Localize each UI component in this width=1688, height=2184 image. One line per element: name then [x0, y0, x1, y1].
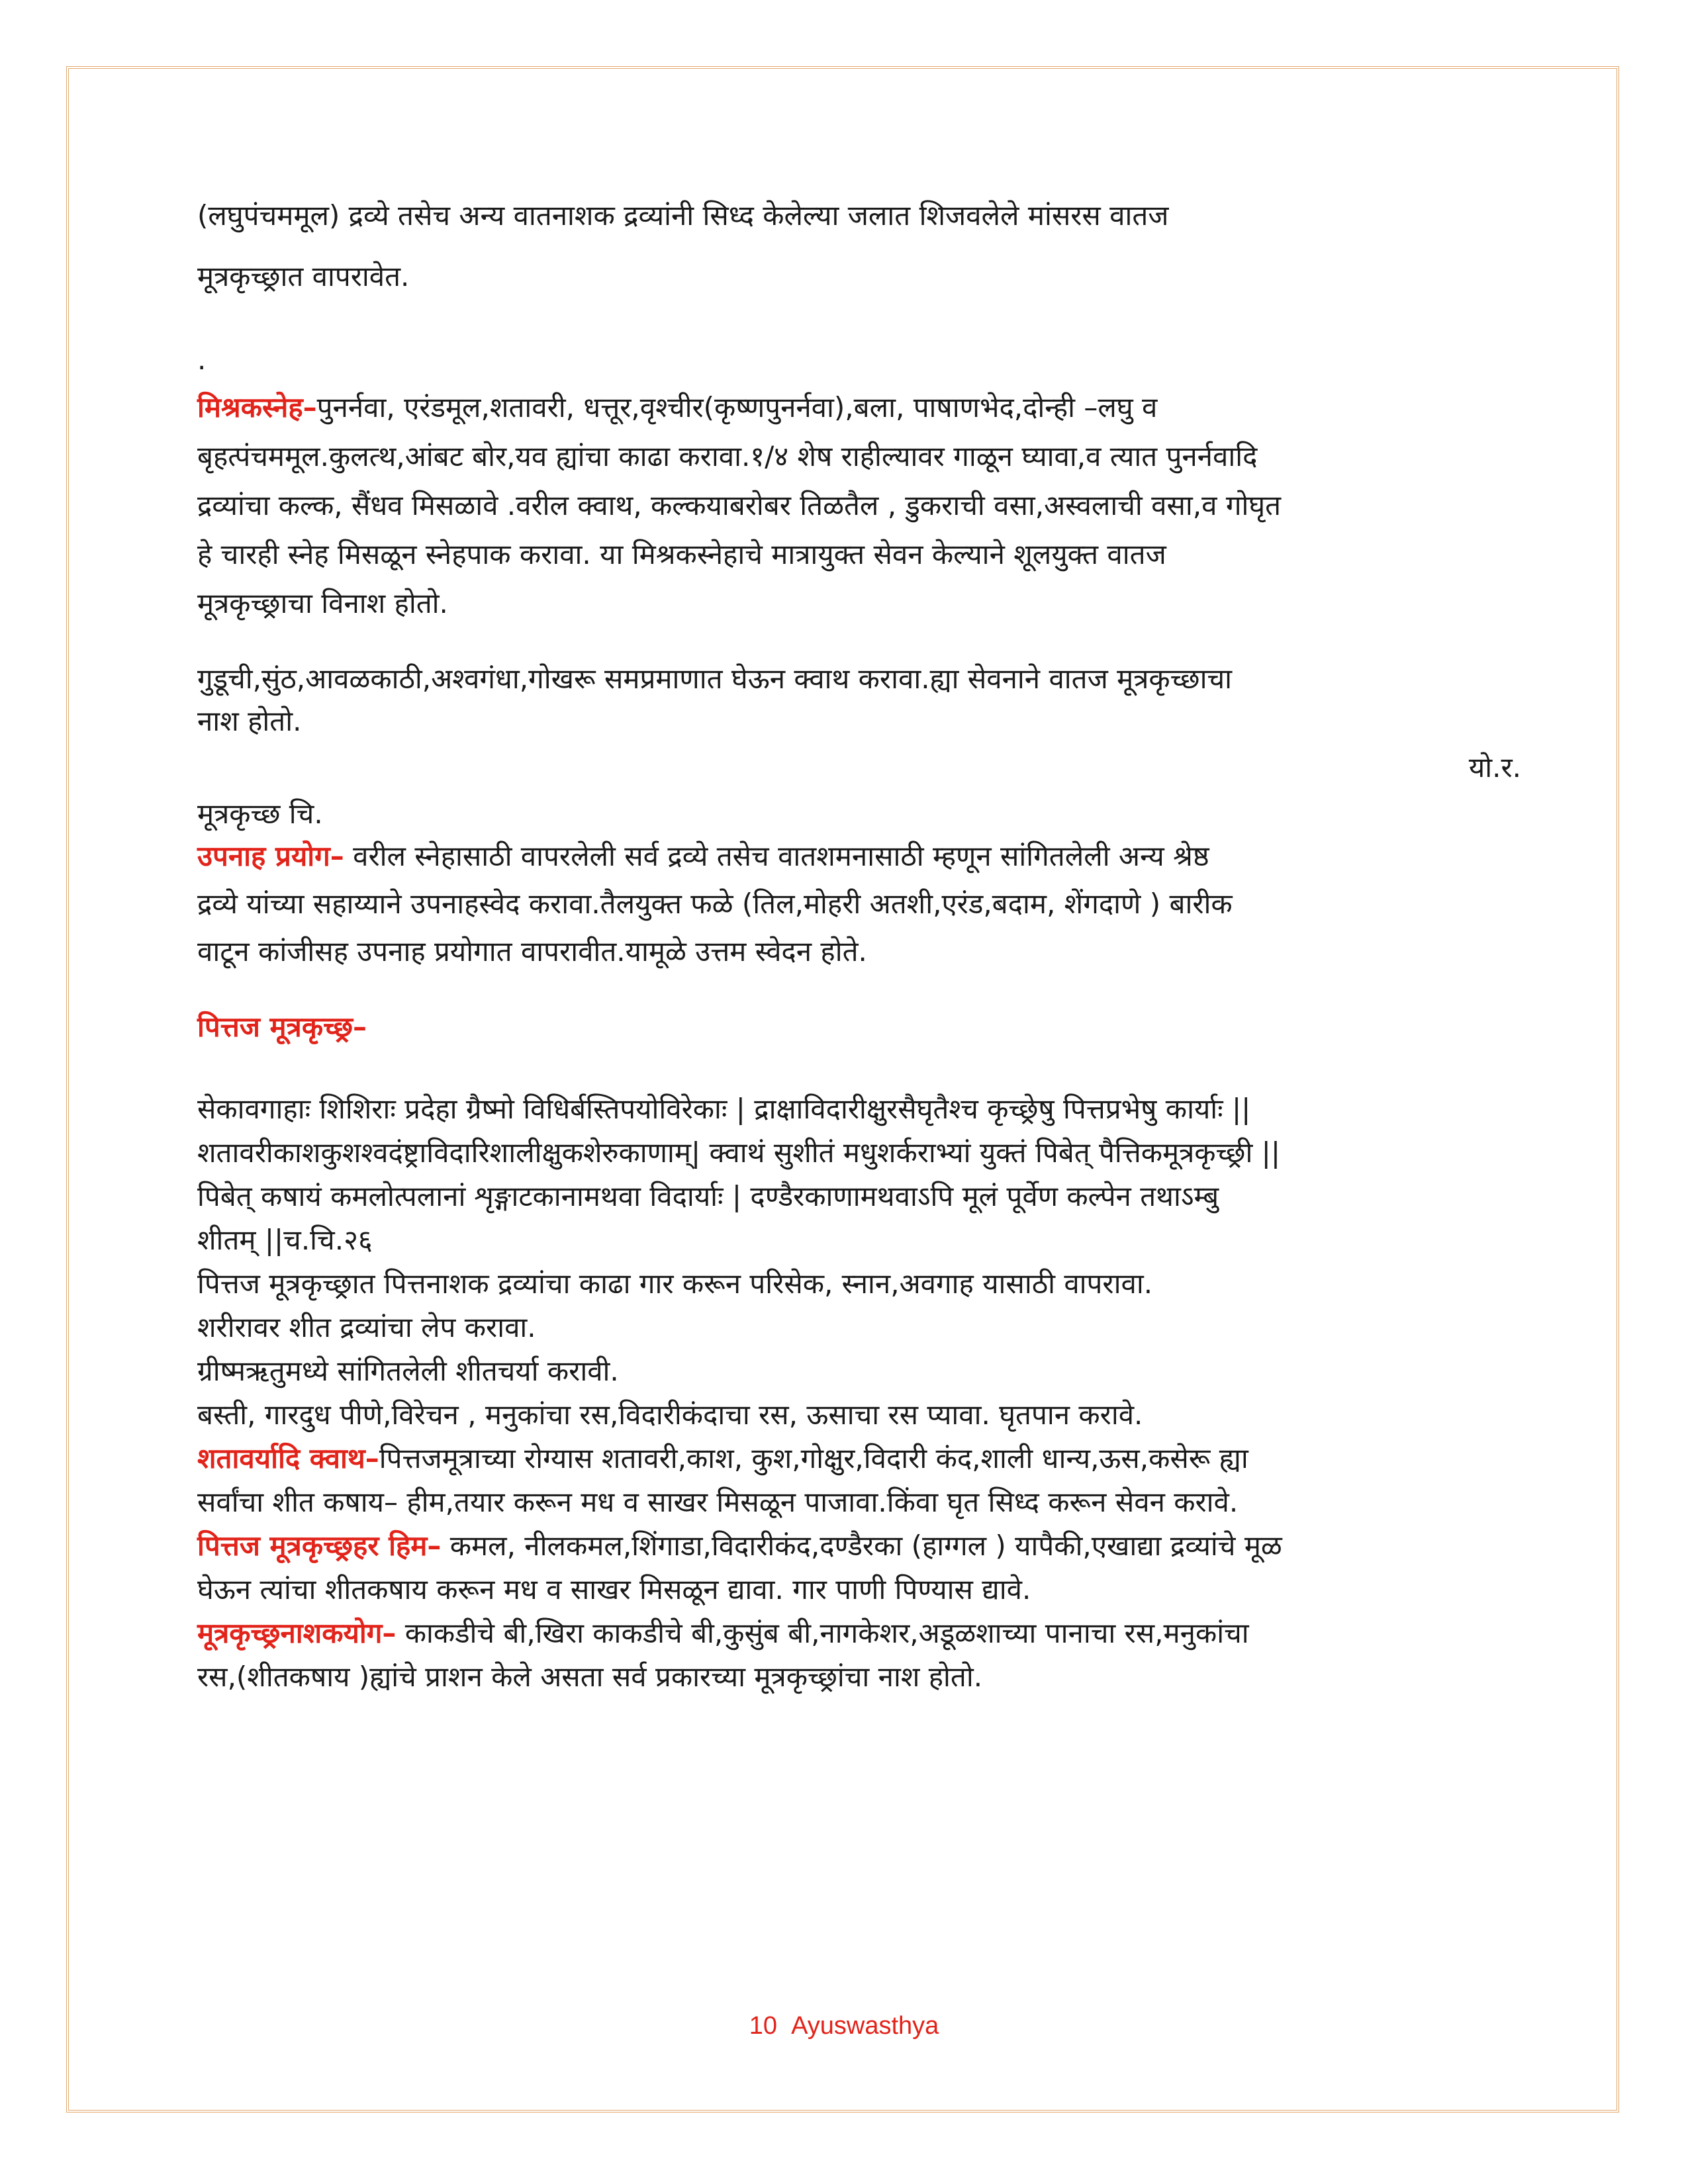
text-line: हे चारही स्नेह मिसळून स्नेहपाक करावा. या मिश्रकस्नेहाचे मात्रायुक्त सेवन केल्याने शूलयुक्त वातज — [197, 538, 1166, 570]
shloka-line: पिबेत् कषायं कमलोत्पलानां शृङ्गाटकानामथवा विदार्याः | दण्डैरकाणामथवाऽपि मूलं पूर्वेण कल्पेन तथाऽम्बु — [197, 1180, 1219, 1212]
page-number: 10 — [749, 2012, 777, 2040]
text-line: . — [197, 343, 207, 376]
shloka-line: शतावरीकाशकुशश्वदंष्ट्राविदारिशालीक्षुकशेरुकाणाम्| क्वाथं सुशीतं मधुशर्कराभ्यां युक्तं पिबेत् पैत्तिकमूत्रकृच्छ्री || — [197, 1136, 1280, 1169]
reference-mutrakruchh: मूत्रकृच्छ चि. — [197, 797, 323, 830]
text-line: शरीरावर शीत द्रव्यांचा लेप करावा. — [197, 1311, 536, 1343]
text-line: द्रव्ये यांच्या सहाय्याने उपनाहस्वेद करावा.तैलयुक्त फळे (तिल,मोहरी अतशी,एरंड,बदाम, शेंगदाणे ) बारीक — [197, 887, 1233, 920]
text-line: नाश होतो. — [197, 705, 302, 737]
section-heading-pittaj: पित्तज मूत्रकृच्छ्र– — [197, 1011, 367, 1043]
text-line: ग्रीष्मऋतुमध्ये सांगितलेली शीतचर्या करावी. — [197, 1355, 619, 1387]
text-line: पित्तज मूत्रकृच्छ्रात पित्तनाशक द्रव्यांचा काढा गार करून परिसेक, स्नान,अवगाह यासाठी वापरावा. — [197, 1267, 1153, 1300]
page-footer — [0, 2012, 1688, 2040]
heading-upanah-prayog: उपनाह प्रयोग– — [197, 840, 344, 872]
heading-mishrak-sneh: मिश्रकस्नेह– — [197, 391, 317, 424]
paragraph-line — [197, 1615, 1521, 1652]
paragraph-line — [197, 389, 1521, 426]
text-line: घेऊन त्यांचा शीतकषाय करून मध व साखर मिसळून द्यावा. गार पाणी पिण्यास द्यावे. — [197, 1573, 1031, 1606]
text-line: गुडूची,सुंठ,आवळकाठी,अश्वगंधा,गोखरू समप्रमाणात घेऊन क्वाथ करावा.ह्या सेवनाने वातज मूत्रकृच्छाचा — [197, 662, 1233, 695]
text-span: कमल, नीलकमल,शिंगाडा,विदारीकंद,दण्डैरका (हाग्गल ) यापैकी,एखाद्या द्रव्यांचे मूळ — [441, 1529, 1282, 1562]
text-line: (लघुपंचममूल) द्रव्ये तसेच अन्य वातनाशक द्रव्यांनी सिध्द केलेल्या जलात शिजवलेले मांसरस वातज — [197, 199, 1169, 232]
paragraph-line — [197, 1440, 1521, 1477]
footer-title: Ayuswasthya — [791, 2012, 939, 2040]
text-span: पित्तजमूत्राच्या रोग्यास शतावरी,काश, कुश,गोक्षुर,विदारी कंद,शाली धान्य,ऊस,कसेरू ह्या — [379, 1442, 1248, 1475]
text-line: सर्वांचा शीत कषाय– हीम,तयार करून मध व साखर मिसळून पाजावा.किंवा घृत सिध्द करून सेवन करावे. — [197, 1486, 1239, 1518]
reference-yor: यो.र. — [1468, 751, 1521, 784]
paragraph-line — [197, 1527, 1521, 1565]
text-line: मूत्रकृच्छ्रात वापरावेत. — [197, 260, 410, 293]
text-line: रस,(शीतकषाय )ह्यांचे प्राशन केले असता सर्व प्रकारच्या मूत्रकृच्छ्रांचा नाश होतो. — [197, 1661, 983, 1693]
shloka-line: सेकावगाहाः शिशिराः प्रदेहा ग्रैष्मो विधिर्बस्तिपयोविरेकाः | द्राक्षाविदारीक्षुरसैघृतैश्च कृच्छ्रेषु पित्तप्रभेषु कार्याः || — [197, 1093, 1251, 1125]
heading-shatavaryadi-kwath: शतावर्यादि क्वाथ– — [197, 1442, 379, 1475]
text-line: बृहत्पंचममूल.कुलत्थ,आंबट बोर,यव ह्यांचा काढा करावा.१/४ शेष राहील्यावर गाळून घ्यावा,व त्यात पुनर्नवादि — [197, 440, 1258, 473]
text-span: काकडीचे बी,खिरा काकडीचे बी,कुसुंब बी,नागकेशर,अडूळशाच्या पानाचा रस,मनुकांचा — [396, 1617, 1249, 1649]
text-line: द्रव्यांचा कल्क, सैंधव मिसळावे .वरील क्वाथ, कल्कयाबरोबर तिळतैल , डुकराची वसा,अस्वलाची वसा,व गोघृत — [197, 489, 1282, 522]
text-span: पुनर्नवा, एरंडमूल,शतावरी, धत्तूर,वृश्चीर(कृष्णपुनर्नवा),बला, पाषाणभेद,दोन्ही –लघु व — [316, 391, 1158, 424]
paragraph-line — [197, 838, 1521, 875]
text-line: बस्ती, गारदुध पीणे,विरेचन , मनुकांचा रस,विदारीकंदाचा रस, ऊसाचा रस प्यावा. घृतपान करावे. — [197, 1398, 1143, 1431]
heading-pittaj-mutrakruchhrahar-him: पित्तज मूत्रकृच्छ्रहर हिम– — [197, 1529, 442, 1562]
shloka-line: शीतम् ||च.चि.२६ — [197, 1224, 373, 1256]
text-span: वरील स्नेहासाठी वापरलेली सर्व द्रव्ये तसेच वातशमनासाठी म्हणून सांगितलेली अन्य श्रेष्ठ — [344, 840, 1209, 872]
text-line: वाटून कांजीसह उपनाह प्रयोगात वापरावीत.यामूळे उत्तम स्वेदन होते. — [197, 935, 867, 968]
heading-mutrakruchhranashak-yog: मूत्रकृच्छ्रनाशकयोग– — [197, 1617, 397, 1649]
text-line: मूत्रकृच्छ्राचा विनाश होतो. — [197, 587, 448, 619]
